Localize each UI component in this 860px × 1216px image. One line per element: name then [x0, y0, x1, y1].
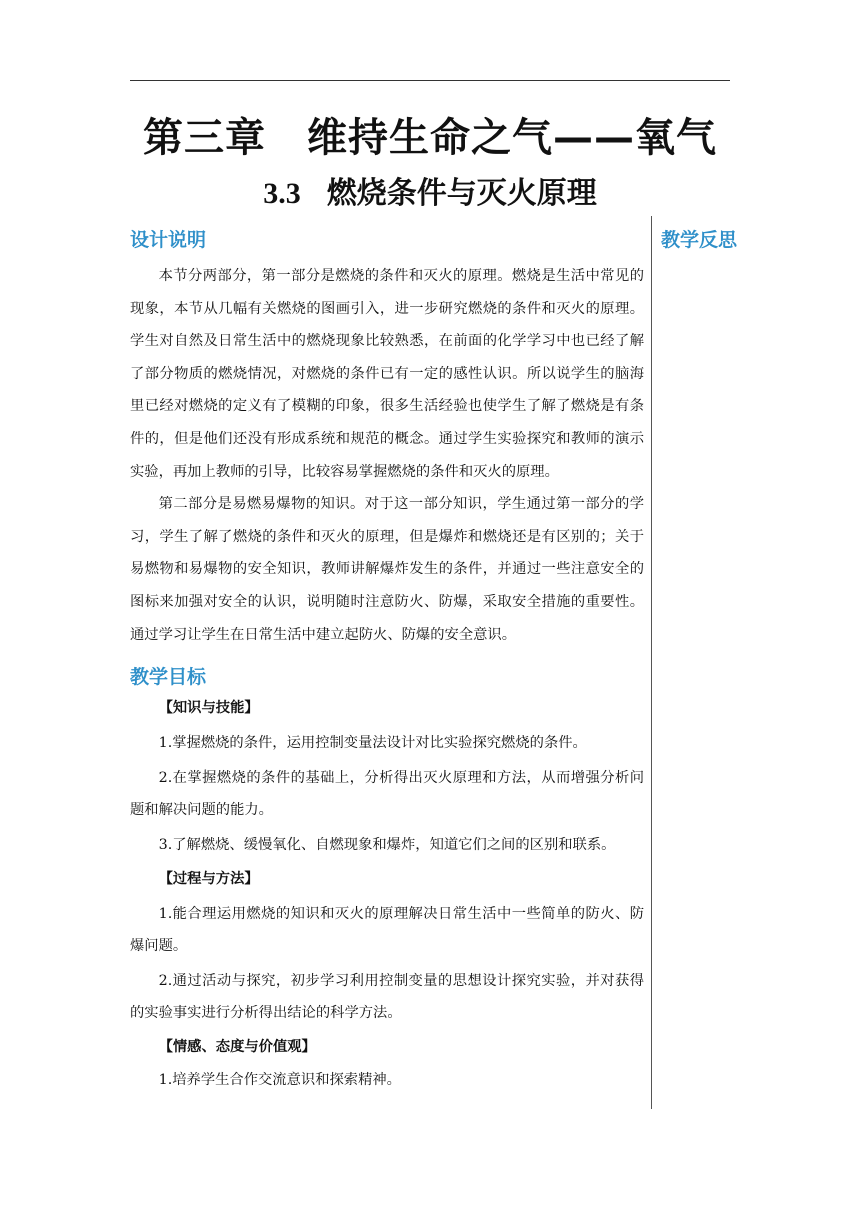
- process-item-2: 2.通过活动与探究，初步学习利用控制变量的思想设计探究实验，并对获得的实验事实进行分析得出结论的科学方法。: [130, 972, 644, 1022]
- knowledge-item-1: 1.掌握燃烧的条件，运用控制变量法设计对比实验探究燃烧的条件。: [158, 735, 587, 752]
- knowledge-item-2: 2.在掌握燃烧的条件的基础上，分析得出灭火原理和方法，从而增强分析问题和解决问题的能力。: [130, 769, 644, 819]
- column-divider: [651, 216, 652, 1109]
- header-rule: [130, 80, 730, 81]
- chapter-title: 第三章 维持生命之气——氧气: [143, 115, 717, 161]
- section-title-text: 燃烧条件与灭火原理: [326, 176, 597, 211]
- section-number: 3.3: [263, 177, 301, 210]
- design-paragraph-2: 第二部分是易燃易爆物的知识。对于这一部分知识，学生通过第一部分的学习，学生了解了燃烧的条件和灭火的原理，但是爆炸和燃烧还是有区别的；关于易燃物和易爆物的安全知识，教师讲解爆炸发生的条件，并通过一些注意安全的图标来加强对安全的认识，说明随时注意防火、防爆，采取安全措施的重要性。通过学习让学生在日常生活中建立起防火、防爆的安全意识。: [130, 496, 644, 643]
- section-title: [0, 172, 860, 216]
- design-heading: 设计说明: [130, 229, 207, 251]
- knowledge-item-3: 3.了解燃烧、缓慢氧化、自燃现象和爆炸，知道它们之间的区别和联系。: [158, 836, 616, 853]
- reflection-heading: 教学反思: [661, 229, 738, 251]
- main-column: [130, 226, 644, 1096]
- emotion-subheading: 【情感、态度与价值观】: [158, 1038, 316, 1055]
- process-item-1: 1.能合理运用燃烧的知识和灭火的原理解决日常生活中一些简单的防火、防爆问题。: [130, 905, 644, 955]
- emotion-item-1: 1.培养学生合作交流意识和探索精神。: [158, 1071, 401, 1088]
- goals-heading: 教学目标: [130, 666, 207, 689]
- knowledge-subheading: 【知识与技能】: [158, 700, 259, 717]
- design-paragraph-1: 本节分两部分，第一部分是燃烧的条件和灭火的原理。燃烧是生活中常见的现象，本节从几幅有关燃烧的图画引入，进一步研究燃烧的条件和灭火的原理。学生对自然及日常生活中的燃烧现象比较熟悉，在前面的化学学习中也已经了解了部分物质的燃烧情况，对燃烧的条件已有一定的感性认识。所以说学生的脑海里已经对燃烧的定义有了模糊的印象，很多生活经验也使学生了解了燃烧是有条件的，但是他们还没有形成系统和规范的概念。通过学生实验探究和教师的演示实验，再加上教师的引导，比较容易掌握燃烧的条件和灭火的原理。: [130, 268, 644, 480]
- process-subheading: 【过程与方法】: [158, 870, 259, 887]
